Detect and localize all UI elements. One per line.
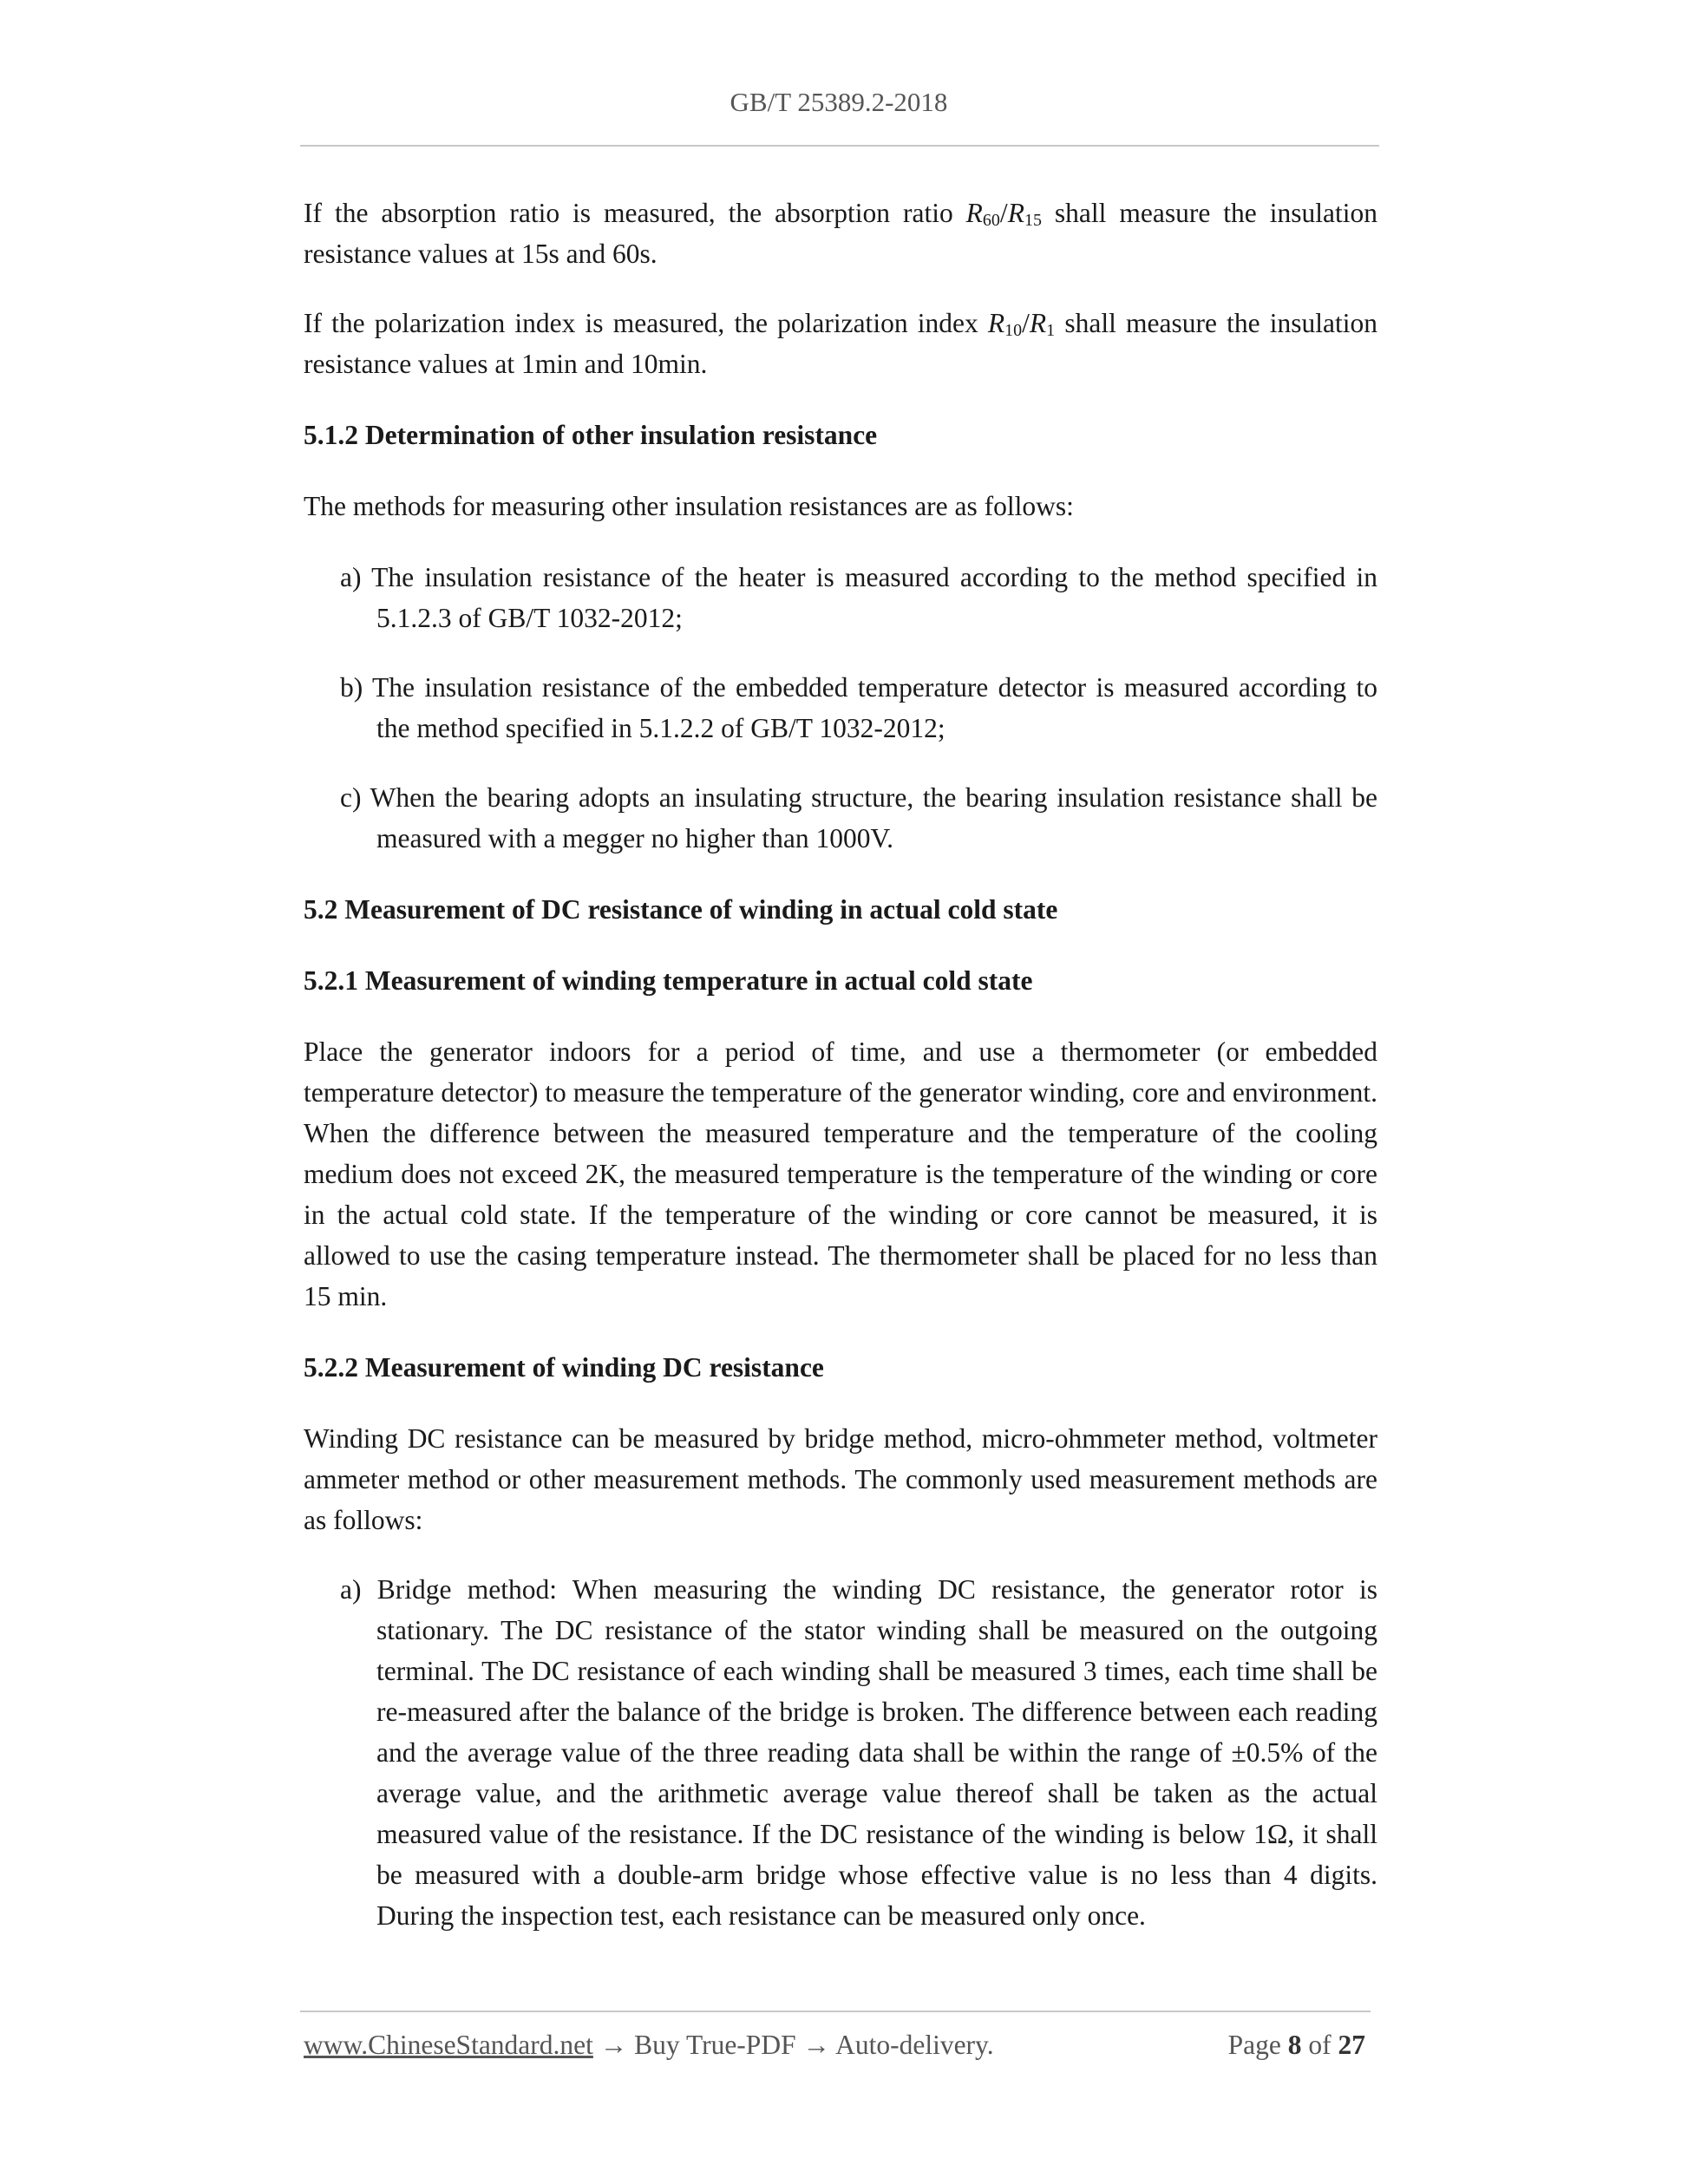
section-heading-5-2: 5.2 Measurement of DC resistance of winding in actual cold state [304,894,1058,925]
paragraph-5-1-2-intro: The methods for measuring other insulation resistances are as follows: [304,491,1074,521]
footer-tagline: → Buy True-PDF → Auto-delivery. [592,2030,994,2060]
list-item: a) Bridge method: When measuring the winding DC resistance, the generator rotor is stationary. The DC resistance of the stator winding shall be measured on the outgoing terminal. The DC resistance of each winding shall be measured 3 times, each time shall be re-measured after the balance of the bridge is broken. The difference between each reading and the average value of the three reading data shall be within the range of ±0.5% of the average value, and the arithmetic average value thereof shall be taken as the actual measured value of the resistance. If the DC resistance of the winding is below 1Ω, it shall be measured with a double-arm bridge whose effective value is no less than 4 digits. During the inspection test, each resistance can be measured only once. [340,1574,1377,1931]
footer-divider [300,2011,1371,2012]
section-heading-5-2-1: 5.2.1 Measurement of winding temperature in actual cold state [304,965,1033,996]
list-item: a) The insulation resistance of the heater is measured according to the method specified in 5.1.2.3 of GB/T 1032-2012; [340,562,1377,633]
page-number: Page 8 of 27 [1227,2030,1365,2060]
paragraph-5-2-1: Place the generator indoors for a period of time, and use a thermometer (or embedded temperature detector) to measure the temperature of the generator winding, core and environment. When the difference between the measured temperature and the temperature of the cooling medium does not exceed 2K, the measured temperature is the temperature of the winding or core in the actual cold state. If the temperature of the winding or core cannot be measured, it is allowed to use the casing temperature instead. The thermometer shall be placed for no less than 15 min. [304,1036,1377,1311]
website-link[interactable]: www.ChineseStandard.net [304,2030,593,2060]
page-body [304,193,1377,1936]
paragraph-5-2-2: Winding DC resistance can be measured by bridge method, micro-ohmmeter method, voltmeter ammeter method or other measurement methods. The commonly used measurement methods are as follows: [304,1423,1377,1535]
paragraph-polarization-index: If the polarization index is measured, the polarization index $R_{10}/R_1$ shall measure the insulation resistance values at 1min and 10min. [304,308,1377,379]
list-item: b) The insulation resistance of the embedded temperature detector is measured according to the method specified in 5.1.2.2 of GB/T 1032-2012; [340,672,1377,743]
section-heading-5-2-2: 5.2.2 Measurement of winding DC resistance [304,1352,824,1383]
section-heading-5-1-2: 5.1.2 Determination of other insulation resistance [304,420,878,450]
paragraph-absorption-ratio: If the absorption ratio is measured, the absorption ratio $R_{60}/R_{15}$ shall measure the insulation resistance values at 15s and 60s. [304,198,1377,269]
footer-promo [304,2030,994,2061]
list-item: c) When the bearing adopts an insulating structure, the bearing insulation resistance shall be measured with a megger no higher than 1000V. [340,782,1377,853]
page-header: GB/T 25389.2-2018 [730,87,948,117]
header-divider [300,145,1379,147]
